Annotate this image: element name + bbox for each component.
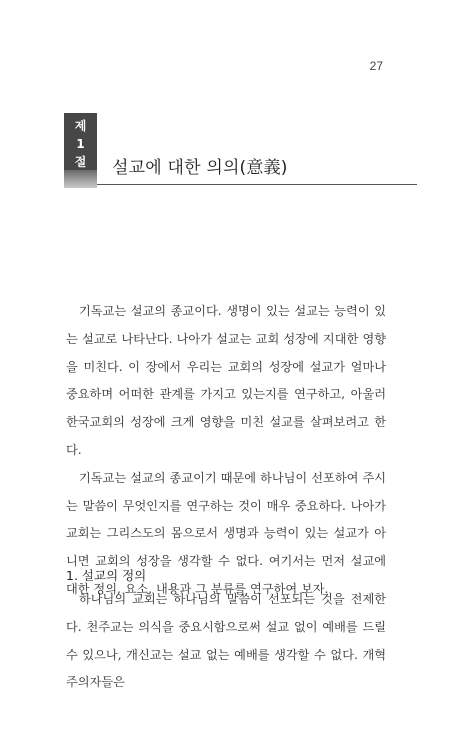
paragraph: 기독교는 설교의 종교이다. 생명이 있는 설교는 능력이 있는 설교로 나타난다. 나아가 설교는 교회 성장에 지대한 영향을 미친다. 이 장에서 우리는 교회의 성장에 설교가 얼마나 중요하며 어떠한 관계를 가지고 있는지를 연구하고, 아울러 한국교회의 성장에 크게 영향을 미친 설교를 살펴보려고 한다. (66, 304, 386, 457)
paragraph: 기독교는 설교의 종교이기 때문에 하나님이 선포하여 주시는 말씀이 무엇인지를 연구하는 것이 매우 중요하다. 나아가 교회는 그리스도의 몸으로서 생명과 능력이 있는 설교가 아니면 교회의 성장을 생각할 수 없다. 여기서는 먼저 설교에 대한 정의, 요소, 내용과 그 분류를 연구하여 보자. (66, 470, 386, 596)
section-tab-label (64, 117, 97, 171)
intro-body (66, 298, 386, 604)
section-tab (64, 113, 97, 188)
subsection-heading: 1. 설교의 정의 (66, 568, 147, 583)
definition-body (66, 586, 386, 697)
page-number: 27 (369, 59, 383, 73)
title-divider (97, 184, 417, 185)
section-tab-char: 1 (76, 137, 85, 151)
section-tab-fade (64, 170, 97, 188)
section-tab-char: 제 (74, 119, 87, 133)
section-title: 설교에 대한 의의(意義) (112, 158, 288, 178)
paragraph: 하나님의 교회는 하나님의 말씀이 선포되는 것을 전제한다. 천주교는 의식을 중요시함으로써 설교 없이 예배를 드릴 수 있으나, 개신교는 설교 없는 예배를 생각할 수 없다. 개혁주의자들은 (66, 592, 386, 690)
section-tab-char: 절 (74, 155, 87, 169)
